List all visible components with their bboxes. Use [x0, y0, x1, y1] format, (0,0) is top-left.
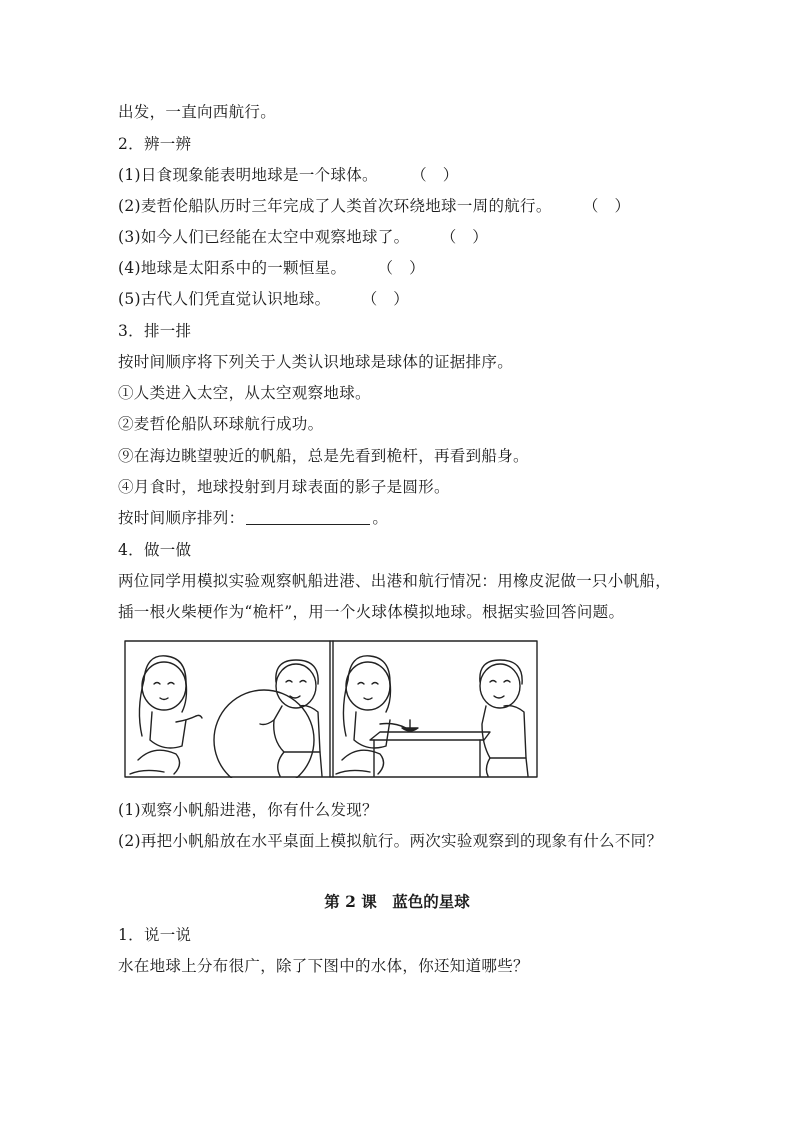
order-answer-prefix: 按时间顺序排列：: [118, 509, 245, 527]
section3-instruction: 按时间顺序将下列关于人类认识地球是球体的证据排序。: [118, 353, 514, 371]
judge-item-text: (5)古代人们凭直觉认识地球。: [118, 290, 331, 308]
section4-heading: 4．做一做: [118, 541, 192, 559]
lesson2-question: 水在地球上分布很广，除了下图中的水体，你还知道哪些？: [118, 957, 529, 975]
globe-ball: [214, 690, 314, 778]
judge-item-text: (2)麦哲伦船队历时三年完成了人类首次环绕地球一周的航行。: [118, 197, 552, 215]
boy-figure-right: [480, 660, 528, 776]
lesson2-heading: 1．说一说: [118, 926, 192, 944]
order-item-4: ④月食时，地球投射到月球表面的影子是圆形。: [118, 478, 450, 496]
judge-item-text: (1)日食现象能表明地球是一个球体。: [118, 166, 378, 184]
judge-item-text: (4)地球是太阳系中的一颗恒星。: [118, 259, 347, 277]
section4-paragraph-line2: 插一根火柴梗作为“桅杆”，用一个火球体模拟地球。根据实验回答问题。: [118, 603, 625, 621]
boy-figure-left: [260, 660, 322, 776]
experiment-illustration: [124, 640, 538, 778]
experiment-illustration-svg: [124, 640, 538, 778]
answer-parentheses: （ ）: [582, 197, 631, 215]
intro-tail-text: 出发，一直向西航行。: [118, 103, 277, 121]
section4-question-2: (2)再把小帆船放在水平桌面上模拟航行。两次实验观察到的现象有什么不同？: [118, 832, 663, 850]
order-item-3: ⑨在海边眺望驶近的帆船，总是先看到桅杆，再看到船身。: [118, 447, 529, 465]
judge-item-1: [118, 165, 459, 185]
girl-figure-right: [336, 656, 406, 774]
judge-item-5: [118, 289, 409, 309]
order-answer-line: [118, 508, 388, 528]
section4-question-1: (1)观察小帆船进港，你有什么发现？: [118, 801, 378, 819]
answer-parentheses: （ ）: [361, 290, 410, 308]
lesson2-title: 第 2 课 蓝色的星球: [324, 892, 470, 911]
section3-heading: 3．排一排: [118, 322, 192, 340]
judge-item-2: [118, 196, 630, 216]
judge-item-4: [118, 258, 425, 278]
answer-parentheses: （ ）: [377, 259, 425, 277]
judge-item-3: [118, 227, 488, 247]
answer-parentheses: （ ）: [411, 166, 459, 184]
order-answer-blank[interactable]: [246, 510, 370, 525]
section2-heading: 2．辨一辨: [118, 135, 192, 153]
answer-parentheses: （ ）: [440, 228, 489, 246]
judge-item-text: (3)如今人们已经能在太空中观察地球了。: [118, 228, 410, 246]
order-item-1: ①人类进入太空，从太空观察地球。: [118, 384, 371, 402]
order-item-2: ②麦哲伦船队环球航行成功。: [118, 415, 324, 433]
girl-figure-left: [130, 656, 202, 774]
order-answer-suffix: 。: [372, 509, 389, 527]
section4-paragraph-line1: 两位同学用模拟实验观察帆船进港、出港和航行情况：用橡皮泥做一只小帆船，: [118, 572, 672, 590]
figure-frame: [125, 641, 537, 777]
